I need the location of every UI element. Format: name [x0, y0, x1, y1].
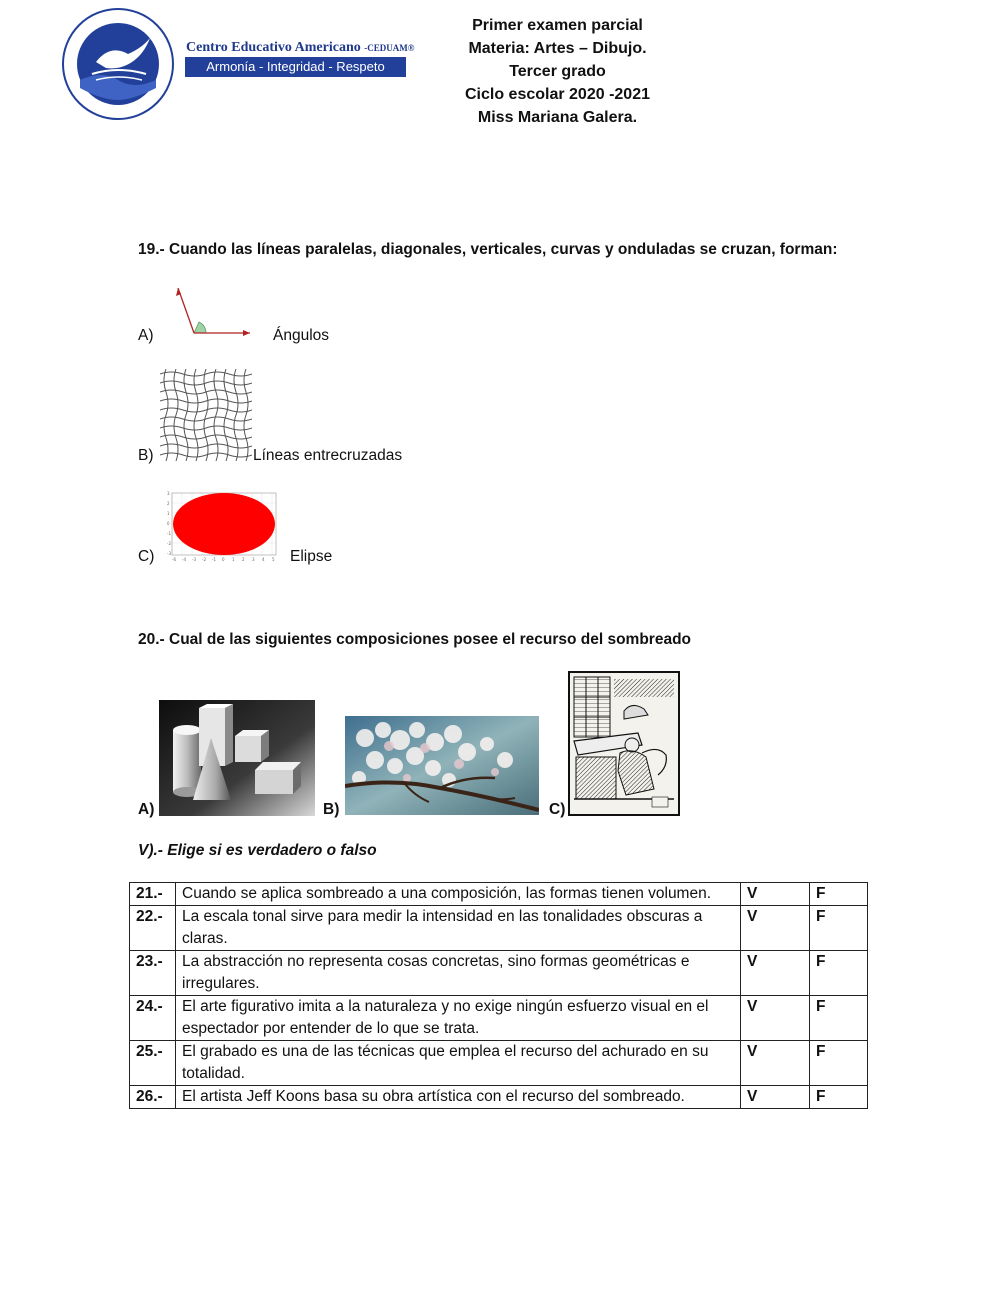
true-option[interactable]: V	[741, 951, 810, 996]
false-option[interactable]: F	[810, 906, 868, 951]
exam-teacher: Miss Mariana Galera.	[477, 109, 638, 126]
false-option[interactable]: F	[810, 951, 868, 996]
svg-text:2: 2	[167, 501, 170, 506]
section-5-title: V).- Elige si es verdadero o falso	[138, 842, 377, 859]
svg-text:-1: -1	[212, 557, 216, 562]
svg-text:4: 4	[262, 557, 265, 562]
svg-text:5: 5	[272, 557, 275, 562]
statement-text: La abstracción no representa cosas concretas, sino formas geométricas e irregulares.	[176, 951, 741, 996]
statement-text: Cuando se aplica sombreado a una composición, las formas tienen volumen.	[176, 883, 741, 906]
false-option[interactable]: F	[810, 1041, 868, 1086]
question-number: 26.-	[130, 1086, 176, 1109]
angle-icon	[168, 280, 258, 342]
statement-text: El grabado es una de las técnicas que emplea el recurso del achurado en su totalidad.	[176, 1041, 741, 1086]
school-motto: Armonía - Integridad - Respeto	[185, 57, 406, 77]
svg-text:1: 1	[167, 511, 170, 516]
false-option[interactable]: F	[810, 996, 868, 1041]
crosshatch-lines-image	[160, 369, 252, 461]
true-option[interactable]: V	[741, 996, 810, 1041]
svg-text:-3: -3	[192, 557, 196, 562]
statement-text: El artista Jeff Koons basa su obra artística con el recurso del sombreado.	[176, 1086, 741, 1109]
true-option[interactable]: V	[741, 883, 810, 906]
ellipse-plot-image	[162, 488, 280, 564]
q20-option-a-label: A)	[138, 801, 155, 818]
false-option[interactable]: F	[810, 1086, 868, 1109]
table-row	[130, 906, 868, 951]
school-name: Centro Educativo Americano -CEDUAM®	[186, 40, 415, 55]
question-number: 22.-	[130, 906, 176, 951]
svg-text:-3: -3	[167, 551, 171, 556]
svg-text:-6: -6	[172, 557, 176, 562]
q19-option-c-text: Elipse	[290, 548, 333, 565]
true-option[interactable]: V	[741, 1086, 810, 1109]
q20-option-c-label: C)	[549, 801, 566, 818]
table-row	[130, 951, 868, 996]
question-19-title: 19.- Cuando las líneas paralelas, diagonales, verticales, curvas y onduladas se cruzan, forman:	[138, 241, 838, 258]
svg-text:-4: -4	[182, 557, 186, 562]
table-row	[130, 996, 868, 1041]
table-row	[130, 1041, 868, 1086]
q19-option-b-label: B)	[138, 447, 154, 464]
blossom-branch-painting-image	[345, 716, 539, 815]
table-row	[130, 1086, 868, 1109]
shaded-geometric-solids-image	[159, 700, 315, 816]
svg-text:2: 2	[242, 557, 245, 562]
q19-option-b-text: Líneas entrecruzadas	[253, 447, 403, 464]
exam-title: Primer examen parcial	[472, 17, 643, 34]
true-option[interactable]: V	[741, 906, 810, 951]
exam-header	[430, 14, 685, 129]
question-20-title: 20.- Cual de las siguientes composiciones posee el recurso del sombreado	[138, 631, 692, 648]
true-false-table	[129, 882, 868, 1109]
exam-grade: Tercer grado	[509, 63, 606, 80]
exam-subject: Materia: Artes – Dibujo.	[468, 40, 647, 57]
engraving-woodcut-image	[568, 671, 680, 816]
svg-text:-2: -2	[167, 541, 171, 546]
exam-school-year: Ciclo escolar 2020 -2021	[464, 86, 650, 103]
table-row	[130, 883, 868, 906]
statement-text: El arte figurativo imita a la naturaleza y no exige ningún esfuerzo visual en el espectador por entender de lo que se trata.	[176, 996, 741, 1041]
svg-text:-2: -2	[202, 557, 206, 562]
svg-text:3: 3	[252, 557, 255, 562]
question-number: 21.-	[130, 883, 176, 906]
svg-text:1: 1	[232, 557, 235, 562]
q19-option-c-label: C)	[138, 548, 155, 565]
q20-option-b-label: B)	[323, 801, 340, 818]
svg-text:-1: -1	[167, 531, 171, 536]
q19-option-a-label: A)	[138, 327, 154, 344]
question-number: 23.-	[130, 951, 176, 996]
true-option[interactable]: V	[741, 1041, 810, 1086]
question-number: 24.-	[130, 996, 176, 1041]
statement-text: La escala tonal sirve para medir la intensidad en las tonalidades obscuras a claras.	[176, 906, 741, 951]
svg-text:3: 3	[167, 491, 170, 496]
svg-text:0: 0	[167, 521, 170, 526]
q19-option-a-text: Ángulos	[273, 327, 330, 344]
school-logo-seal	[62, 8, 174, 120]
question-number: 25.-	[130, 1041, 176, 1086]
false-option[interactable]: F	[810, 883, 868, 906]
svg-text:0: 0	[222, 557, 225, 562]
